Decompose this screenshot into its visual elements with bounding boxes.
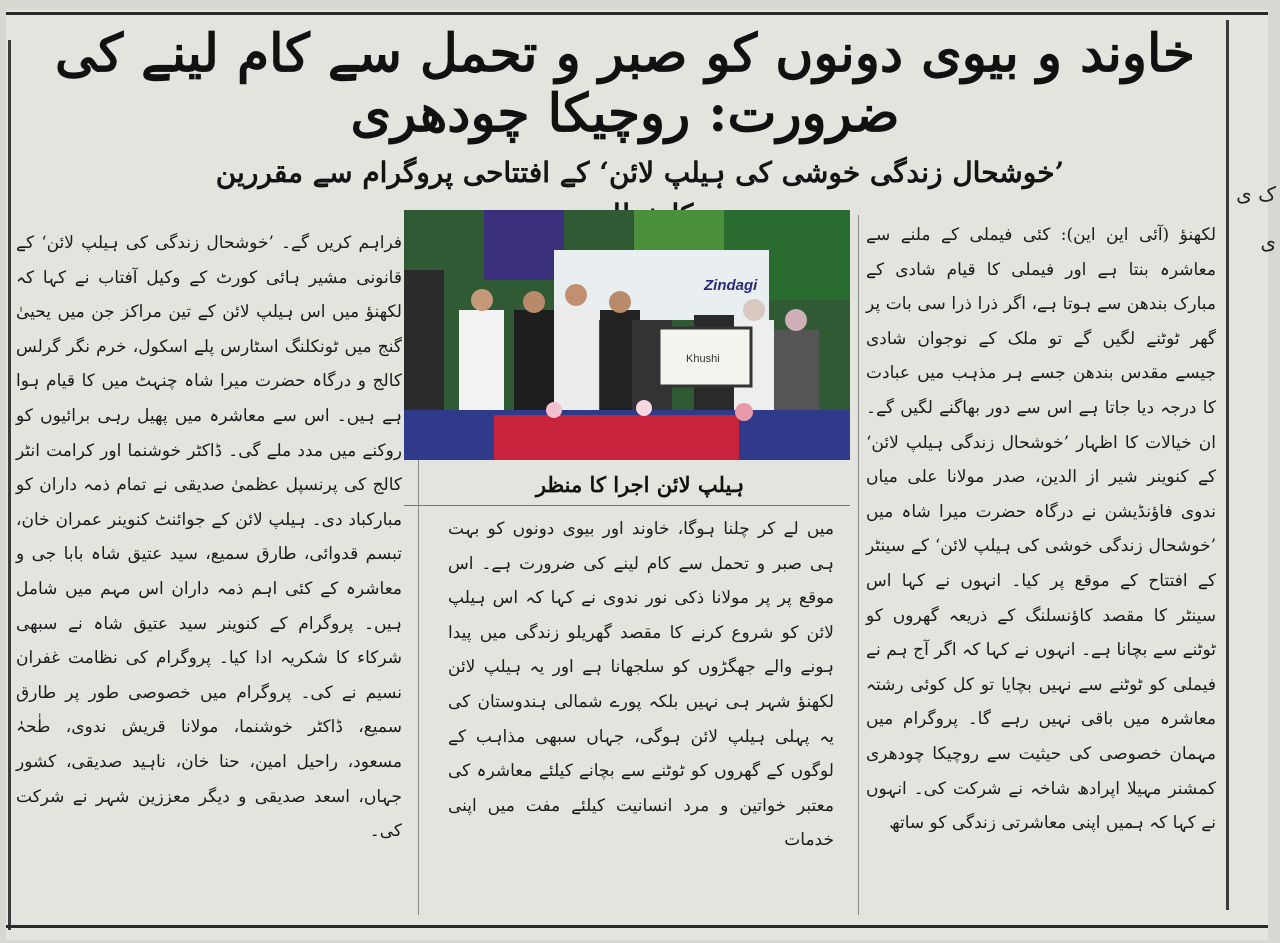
article-column-left: فراہم کریں گے۔ ’خوشحال زندگی کی ہیلپ لائن‘ کے قانونی مشیر ہائی کورٹ کے وکیل آفتاب نے کہا کہ لکھنؤ میں اس ہیلپ لائن کے تین مراکز جن میں یحییٰ گنج میں ٹونکلنگ اسٹارس پلے اسکول، خرم نگر گرلس کالج و درگاہ حضرت میرا شاہ چنہٹ میں کا قیام ہوا ہے ہیں۔ اس سے معاشرہ میں پھیل رہی برائیوں کو روکنے میں مدد ملے گی۔ ڈاکٹر خوشنما اور کرامت انٹر کالج کی پرنسپل عظمیٰ صدیقی نے تمام ذمہ داران کو مبارکباد دی۔ ہیلپ لائن کے جوائنٹ کنوینر عمران خان، تبسم قدوائی، طارق سمیع، سید عتیق شاہ بابا جی و معاشرہ کے کئی اہم ذمہ داران اس مہم میں شامل ہیں۔ پروگرام کے کنوینر سید عتیق شاہ نے سبھی شرکاء کا شکریہ ادا کیا۔ پروگرام کی نظامت غفران نسیم نے کی۔ پروگرام میں خصوصی طور پر طارق سمیع، ڈاکٹر خوشنما، مولانا قریش ندوی، طٰحہٰ مسعود، راحیل امین، حنا خان، ناہید صدیقی، کشور جہاں، اسعد صدیقی و دیگر معززین شہر نے شرکت کی۔ bbox=[16, 233, 402, 842]
caption-divider bbox=[404, 505, 850, 506]
red-table-cloth bbox=[494, 415, 739, 460]
article-headline: خاوند و بیوی دونوں کو صبر و تحمل سے کام لینے کی ضرورت: روچیکا چودھری bbox=[54, 23, 1195, 144]
adjacent-column-fragment: ک ی ی bbox=[1236, 182, 1276, 254]
photo-caption: ہیلپ لائن اجرا کا منظر bbox=[535, 472, 745, 497]
certificate-text: Khushi bbox=[686, 353, 720, 365]
column-divider bbox=[418, 460, 419, 915]
right-border-rule bbox=[1226, 20, 1229, 910]
banner-text: Zindagi bbox=[704, 277, 758, 294]
left-border-rule bbox=[8, 40, 11, 930]
bottom-border-rule bbox=[6, 925, 1268, 928]
top-border-rule bbox=[6, 12, 1268, 15]
photo-scene bbox=[404, 210, 850, 460]
event-photo bbox=[404, 210, 850, 460]
article-subheadline: ’خوشحال زندگی خوشی کی ہیلپ لائن‘ کے افتتاحی پروگرام سے مقررین bbox=[215, 156, 1065, 189]
column-divider bbox=[858, 215, 859, 915]
article-column-right: لکھنؤ (آئی این این): کئی فیملی کے ملنے سے معاشرہ بنتا ہے اور فیملی کا قیام شادی کے مبارک بندھن سے ہوتا ہے، اگر ذرا ذرا سی بات پر گھر ٹوٹنے لگیں گے تو ملک کے نوجوان شادی جیسے مقدس بندھن جسے ہر مذہب میں عبادت کا درجہ دیا جاتا ہے اس سے دور بھاگنے لگیں گے۔ ان خیالات کا اظہار ’خوشحال زندگی ہیلپ لائن‘ کے کنوینر شیر از الدین، صدر مولانا علی میاں ندوی فاؤنڈیشن نے درگاہ حضرت میرا شاہ میں ’خوشحال زندگی خوشی کی ہیلپ لائن‘ کے سینٹر کے افتتاح کے موقع پر کیا۔ انہوں نے کہا اس سینٹر کا مقصد کاؤنسلنگ کے ذریعہ گھروں کو ٹوٹنے سے بچانا ہے۔ انہوں نے کہا کہ اگر آج ہم نے فیملی کو ٹوٹنے سے نہیں بچایا تو کل کوئی رشتہ معاشرہ میں باقی نہیں رہے گا۔ پروگرام میں مہمان خصوصی کی حیثیت سے روچیکا چودھری کمشنر مہیلا اپرادھ شاخہ نے شرکت کی۔ انہوں نے کہا کہ ہمیں اپنی معاشرتی زندگی کو ساتھ bbox=[866, 225, 1216, 834]
article-column-middle: میں لے کر چلنا ہوگا، خاوند اور بیوی دونوں کو بہت ہی صبر و تحمل سے کام لینے کی ضرورت ہے۔ اس موقع پر پر مولانا ذکی نور ندوی نے کہا کہ اس ہیلپ لائن کو شروع کرنے کا مقصد گھریلو زندگی میں پیدا ہونے والے جھگڑوں کو سلجھانا ہے اور یہ ہیلپ لائن لکھنؤ شہر ہی نہیں بلکہ پورے شمالی ہندوستان کی یہ پہلی ہیلپ لائن ہوگی، جہاں سبھی مذاہب کے لوگوں کے گھروں کو ٹوٹنے سے بچانے کیلئے معاشرہ کی معتبر خواتین و مرد انسانیت کیلئے مفت میں اپنی خدمات bbox=[448, 519, 834, 851]
